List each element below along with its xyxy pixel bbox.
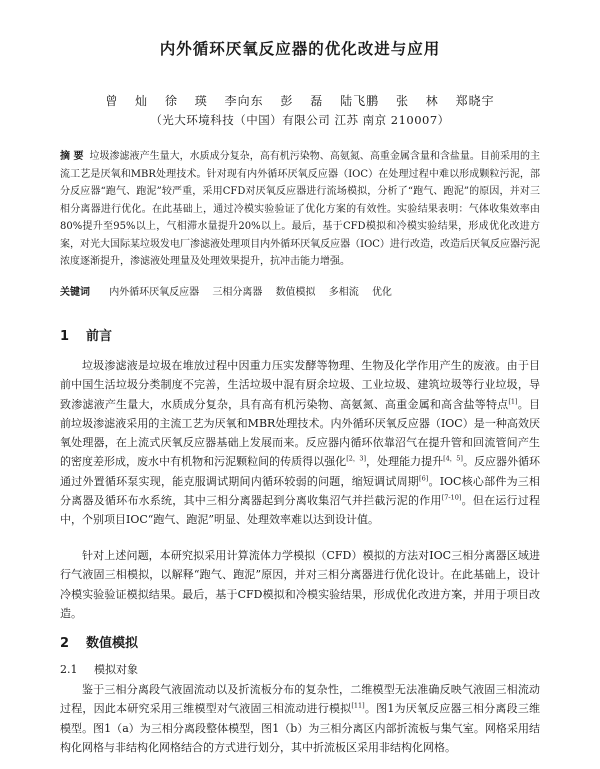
abstract [60, 148, 540, 271]
section-title: 前言 [86, 329, 113, 344]
abstract-label: 摘 要 [60, 151, 84, 162]
paragraph-text: 。IOC核心部件为三相分离器及循环布水系统，其中三相分离器起到分离收集沼气并拦截污泥的作用 [60, 474, 541, 508]
section-number: 1 [60, 329, 70, 344]
paragraph-text: 。但在运行过程中，个别项目IOC“跑气、跑泥”明显、处理效率难以达到设计值。 [60, 494, 541, 527]
paragraph-text: 。图1为厌氧反应器三相分离段三维模型。图1（a）为三相分离段整体模型，图1（b）为三相分离区内部折流板与集气室。网格采用结构化网格与非结构化网格结合的方式进行划分，其中折流板区采用非结构化网格。 [60, 702, 540, 754]
affiliation: （光大环境科技（中国）有限公司 江苏 南京 210007） [150, 113, 450, 127]
paper-title: 内外循环厌氧反应器的优化改进与应用 [159, 40, 441, 58]
author: 徐 瑛 [164, 94, 208, 108]
section-title: 数值模拟 [86, 636, 139, 651]
keywords [60, 284, 540, 301]
paragraph [60, 680, 540, 757]
citation: [7-10] [441, 493, 462, 502]
paragraph-text: 垃圾渗滤液是垃圾在堆放过程中因重力压实发酵等物理、生物及化学作用产生的废液。由于目前中国生活垃圾分类制度不完善，生活垃圾中混有厨余垃圾、工业垃圾、建筑垃圾等行业垃圾，导致渗滤液产生量大，水质成分复杂，具有高有机污染物、高氨氮、高重金属和高含盐等特点 [60, 359, 540, 411]
keyword: 数值模拟 [275, 287, 316, 298]
paragraph-text: 鉴于三相分离段气液固流动以及折流板分布的复杂性，二维模型无法准确反映气液固三相流动过程，因此本研究采用三维模型对气液固三相流动进行模拟 [60, 683, 540, 716]
author: 曾 灿 [105, 94, 149, 108]
keyword: 三相分离器 [212, 287, 263, 298]
paragraph-text: ，处理能力提升 [366, 455, 444, 469]
paragraph-text: 。目前垃圾渗滤液采用的主流工艺为厌氧和MBR处理技术。内外循环厌氧反应器（IOC）是一种高效厌氧处理器，在上流式厌氧反应器基础上发展而来。反应器内循环依靠沼气在提升管和回流管间产生的密度差形成，废水中有机物和污泥颗粒间的传质得以强化 [60, 397, 541, 469]
citation: [6] [419, 474, 429, 483]
author: 彭 磊 [280, 94, 324, 108]
abstract-text: 垃圾渗滤液产生量大，水质成分复杂，高有机污染物、高氨氮、高重金属含量和含盐量。目前采用的主流工艺是厌氧和MBR处理技术。针对现有内外循环厌氧反应器（IOC）在处理过程中难以形成颗粒污泥，部分反应器“跑气、跑泥”较严重，采用CFD对厌氧反应器进行流场模拟，分析了“跑气、跑泥”的原因，并对三相分离器进行优化。在此基础上，通过冷模实验验证了优化方案的有效性。实验结果表明：气体收集效率由80%提升至95%以上，气相滞水量提升20%以上。最后，基于CFD模拟和冷模实验结果，形成优化改进方案，对光大国际某垃圾发电厂渗滤液处理项目内外循环厌氧反应器（IOC）进行改造，改造后厌氧反应器污泥浓度逐渐提升，渗滤液处理量及处理效果提升，抗冲击能力增强。 [60, 151, 540, 267]
section-heading [60, 325, 112, 344]
author: 李向东 [224, 94, 264, 108]
citation: [11] [351, 701, 365, 710]
keyword: 优化 [371, 287, 392, 298]
author: 张 林 [395, 94, 439, 108]
subsection-title: 模拟对象 [94, 663, 138, 676]
keyword: 内外循环厌氧反应器 [109, 287, 200, 298]
citation: [2，3] [346, 454, 367, 463]
paragraph: 针对上述问题，本研究拟采用计算流体力学模拟（CFD）模拟的方法对IOC三相分离器区域进行气液固三相模拟，以解释“跑气、跑泥”原因，并对三相分离器进行优化设计。在此基础上，设计冷模实验验证模拟结果。最后，基于CFD模拟和冷模实验结果，形成优化改进方案，并用于项目改造。 [60, 549, 540, 620]
paragraph-text: 。反应器外循环通过外置循环泵实现，能克服调试期间内循环较弱的问题，缩短调试周期 [60, 455, 541, 488]
subsection-number: 2.1 [60, 663, 78, 676]
paragraph [60, 356, 540, 530]
author: 陆飞鹏 [340, 94, 380, 108]
section-heading [60, 632, 138, 651]
author-list [0, 92, 600, 109]
citation: [4，5] [443, 454, 463, 463]
citation: [1] [508, 396, 518, 405]
author: 郑晓宇 [455, 94, 495, 108]
subsection-heading [60, 661, 138, 677]
keyword: 多相流 [328, 287, 359, 298]
section-number: 2 [60, 636, 70, 651]
keywords-label: 关键词 [60, 287, 90, 298]
